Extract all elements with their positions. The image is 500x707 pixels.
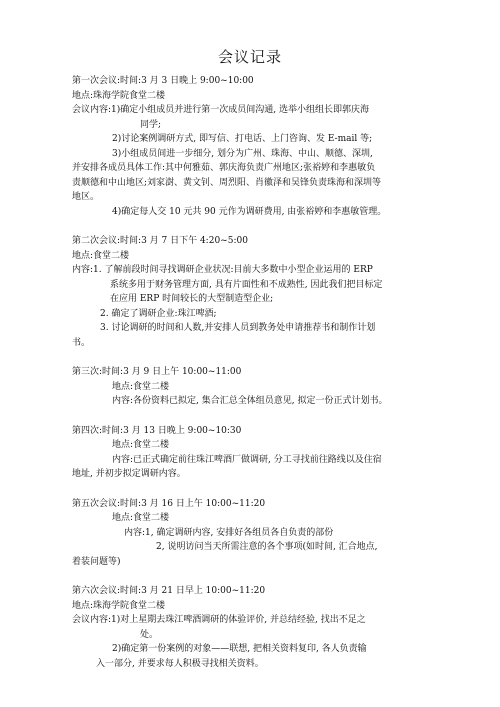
meeting-2-content-3b: 书。 [72, 337, 91, 348]
meeting-4-content: 内容:已正式确定前往珠江啤酒厂做调研, 分工寻找前往路线以及住宿 [112, 454, 382, 465]
meeting-1-content-1: 会议内容:1)确定小组成员并进行第一次成员间沟通, 选举小组组长即郭庆海 [72, 105, 369, 115]
meeting-1-content-1b: 同学; [140, 119, 162, 130]
meeting-5-content-1: 内容:1, 确定调研内容, 安排好各组员各自负责的部份 [124, 527, 334, 538]
meeting-2-content-1c: 在应用 ERP 时间较长的大型制造型企业; [110, 294, 274, 304]
meeting-6-location: 地点:珠海学院食堂二楼 [72, 600, 166, 611]
meeting-5-content-2b: 着装问题等) [72, 556, 121, 567]
meeting-1-location: 地点:珠海学院食堂二楼 [72, 90, 166, 101]
meeting-2-time: 第二次会议:时间:3 月 7 日下午 4:20~5:00 [72, 236, 248, 246]
meeting-6-content-1: 会议内容:1)对上星期去珠江啤酒调研的体验评价, 并总结经验, 找出不足之 [72, 615, 366, 625]
meeting-6-time: 第六次会议:时间:3 月 21 日早上 10:00~11:20 [72, 586, 266, 596]
meeting-2-location: 地点:食堂二楼 [72, 250, 130, 261]
meeting-5-time: 第五次会议:时间:3 月 16 日上午 10:00~11:20 [72, 498, 266, 509]
meeting-4-time: 第四次:时间:3 月 13 日晚上 9:00~10:30 [72, 425, 242, 436]
meeting-6-content-2: 2)确定第一份案例的对象——联想, 把相关资料复印, 各人负责输 [112, 644, 367, 654]
meeting-5 [72, 497, 428, 570]
meeting-6 [72, 584, 428, 671]
meeting-5-content-2: 2, 说明访问当天所需注意的各个事项(如时间, 汇合地点, [156, 542, 378, 552]
meeting-records [72, 74, 428, 671]
meeting-2-content-3: 3. 讨论调研的时间和人数,并安排人员到教务处申请推荐书和制作计划 [100, 323, 376, 333]
meeting-6-content-2b: 入一部分, 并要求每人积极寻找相关资料。 [96, 658, 264, 669]
meeting-1 [72, 74, 428, 219]
meeting-1-content-3d: 地区。 [72, 192, 100, 202]
meeting-2 [72, 234, 428, 350]
meeting-2-content-1b: 系统多用于财务管理方面, 具有片面性和不成熟性, 因此我们把目标定 [110, 279, 383, 290]
meeting-1-time: 第一次会议:时间:3 月 3 日晚上 9:00~10:00 [72, 76, 254, 86]
meeting-4-content-b: 地址, 并初步拟定调研内容。 [72, 469, 186, 479]
document-title: 会议记录 [217, 48, 282, 66]
meeting-4 [72, 424, 428, 482]
meeting-2-content-1: 内容:1. 了解前段时间寻找调研企业状况:目前大多数中小型企业运用的 ERP [72, 265, 373, 275]
meeting-1-content-4: 4)确定每人交 10 元共 90 元作为调研费用, 由张裕婷和李惠敏管理。 [112, 206, 387, 217]
meeting-3 [72, 365, 428, 409]
meeting-1-content-3: 3)小组成员间进一步细分, 划分为广州、珠海、中山、顺德、深圳, [112, 148, 373, 159]
meeting-6-content-1b: 处。 [140, 629, 159, 640]
meeting-5-location: 地点:食堂二楼 [112, 513, 170, 523]
meeting-1-content-3c: 责顺德和中山地区;刘家澍、黄文钊、周烈阳、肖徽泽和吴锋负责珠海和深圳等 [72, 177, 382, 188]
meeting-3-location: 地点:食堂二楼 [112, 381, 170, 392]
meeting-2-content-2: 2. 确定了调研企业:珠江啤酒; [100, 308, 217, 319]
meeting-1-content-2: 2)讨论案例调研方式, 即写信、打电话、上门咨询、发 E-mail 等; [112, 134, 373, 144]
meeting-1-content-3b: 并安排各成员具体工作:其中何雅茹、郭庆海负责广州地区;张裕婷和李惠敏负 [72, 163, 376, 173]
meeting-3-content: 内容:各份资料已拟定, 集合汇总全体组员意见, 拟定一份正式计划书。 [112, 396, 388, 406]
meeting-3-time: 第三次:时间:3 月 9 日上午 10:00~11:00 [72, 367, 242, 377]
meeting-4-location: 地点:食堂二楼 [112, 440, 170, 450]
